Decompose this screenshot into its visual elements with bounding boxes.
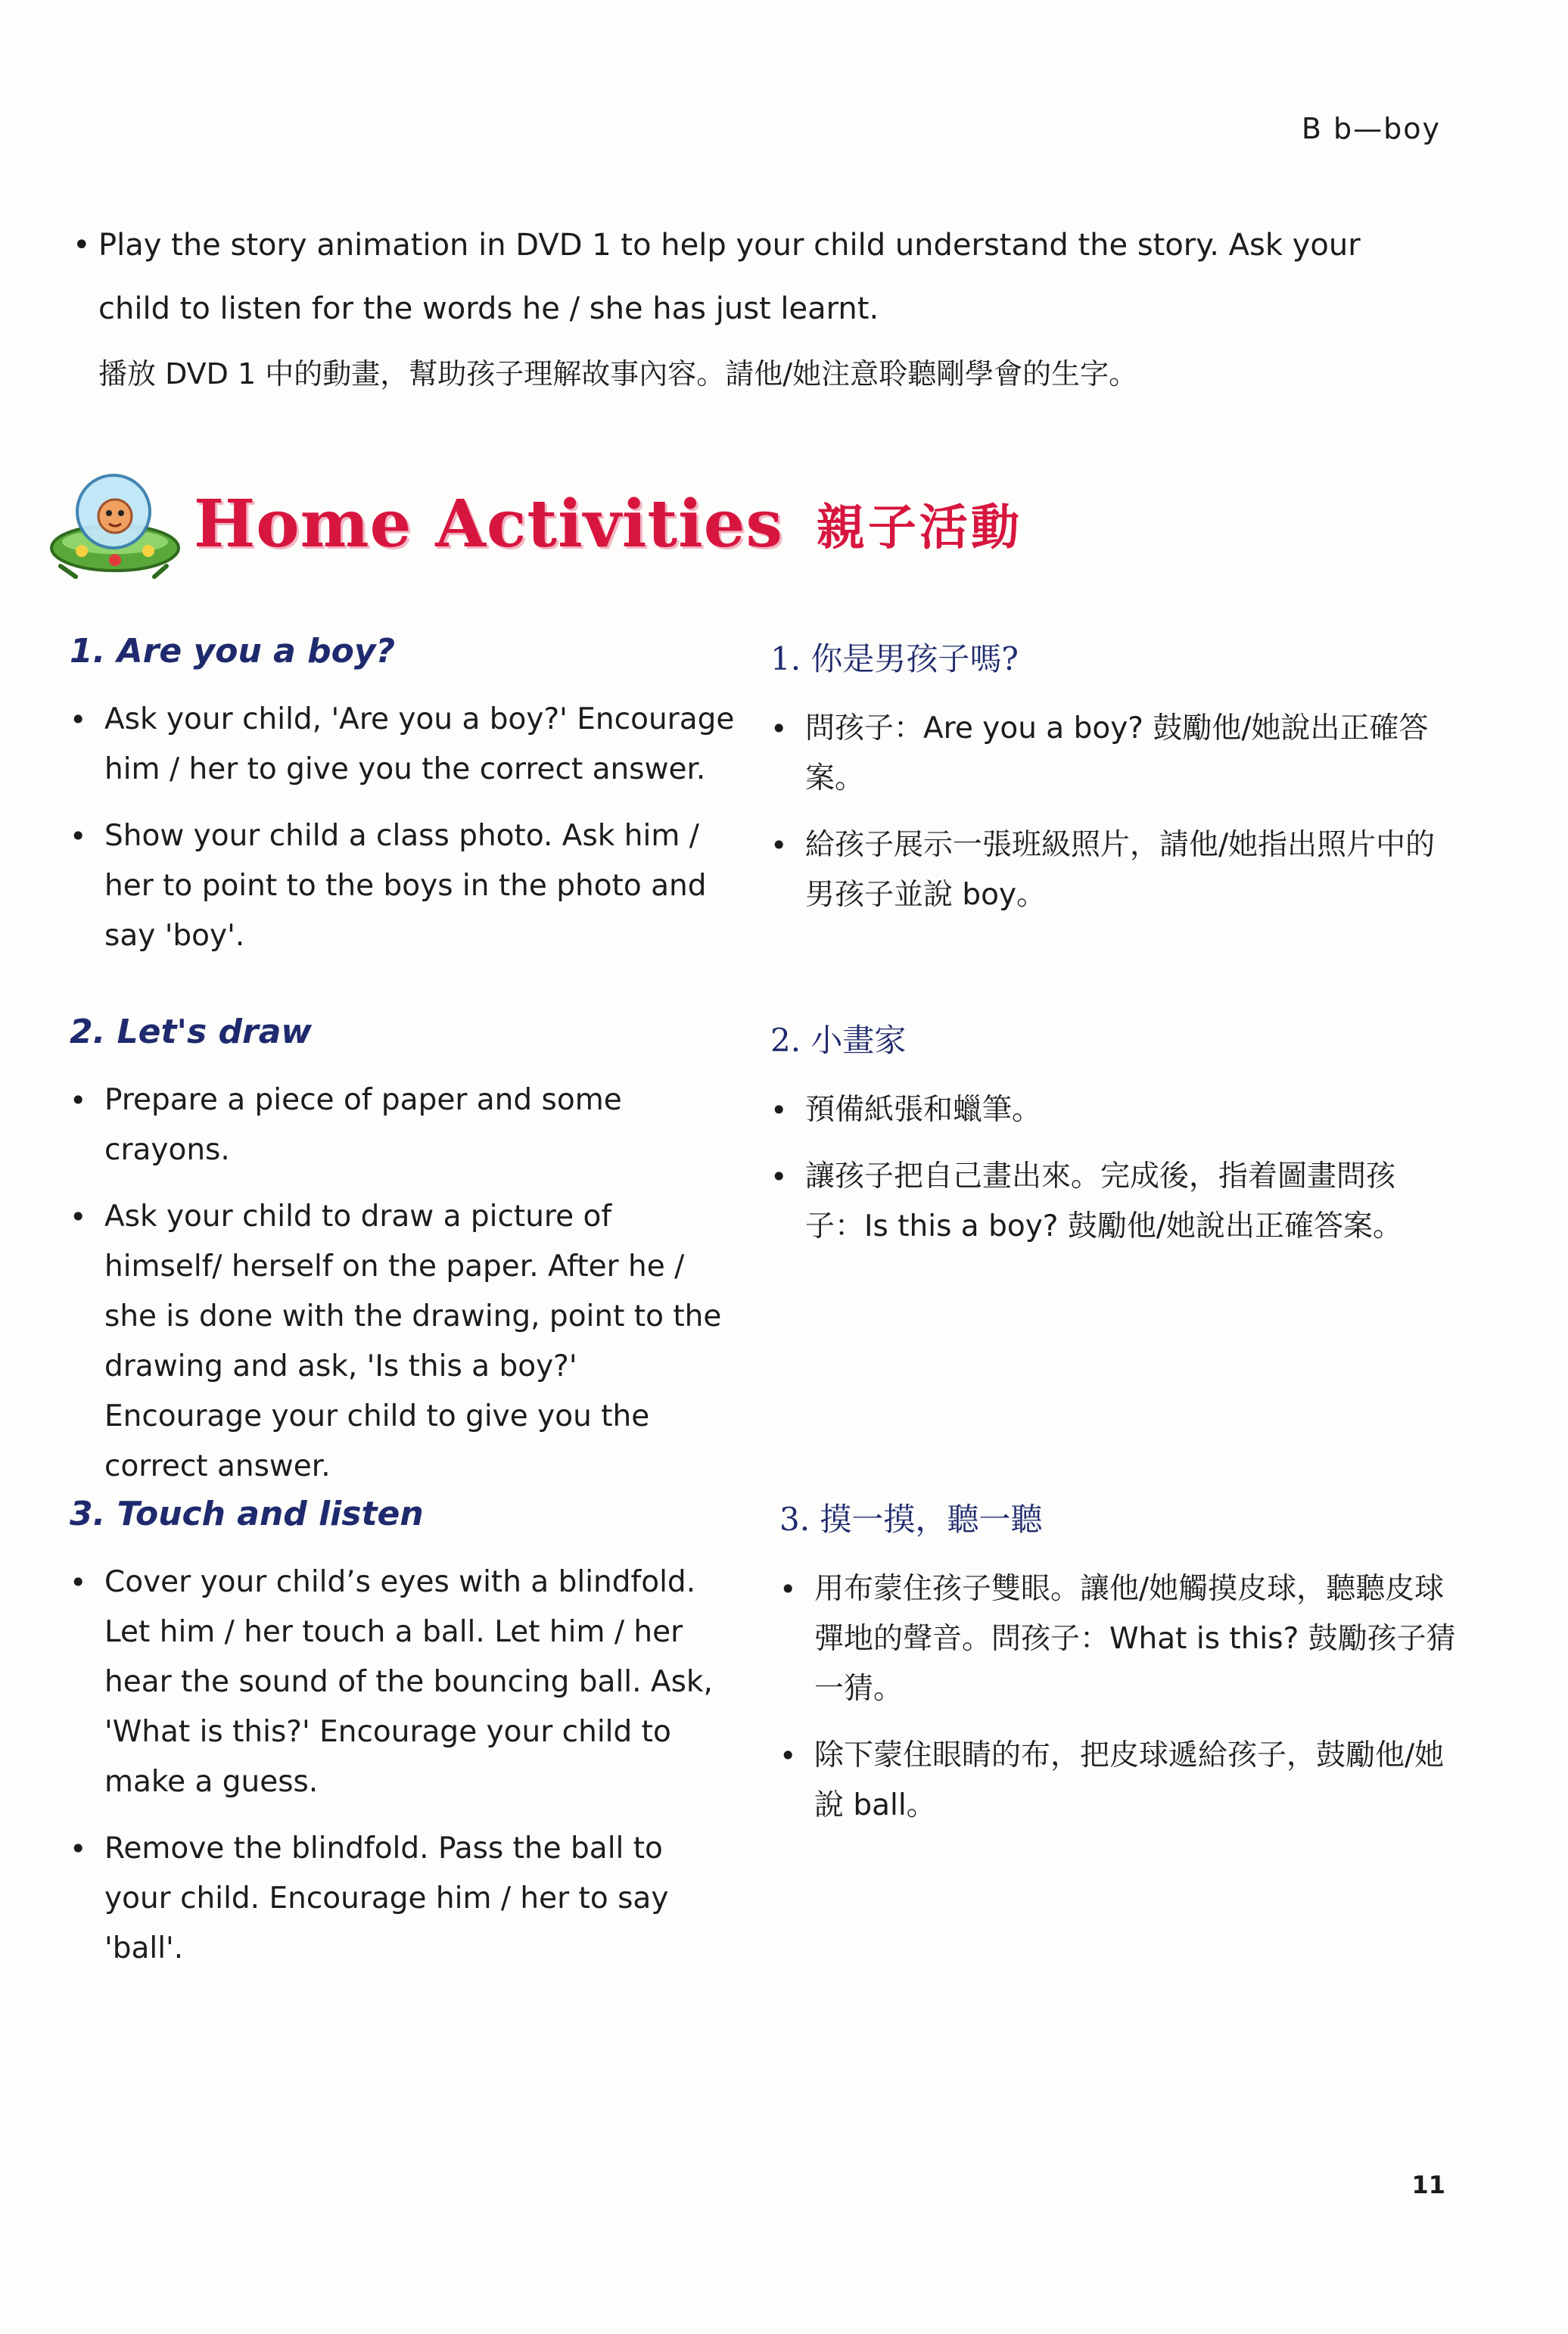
section-2-en <box>70 1013 736 1508</box>
list-item: • Ask your child, 'Are you a boy?' Encourage him / her to give you the correct answer. <box>70 695 736 795</box>
list-item: • 預備紙張和蠟筆。 <box>770 1085 1451 1135</box>
list-item: • 除下蒙住眼睛的布，把皮球遞給孩子，鼓勵他/她說 ball。 <box>779 1731 1461 1831</box>
intro-text-en: • Play the story animation in DVD 1 to help your child understand the story. Ask your child to listen for the words he / she has just learnt. <box>73 213 1435 341</box>
list-item: • Ask your child to draw a picture of himself/ herself on the paper. After he / she is done with the drawing, point to the drawing and ask, 'Is this a boy?' Encourage your child to give you the correct answer. <box>70 1192 736 1492</box>
section-3-en <box>70 1495 736 1990</box>
section-title-en: 1. Are you a boy? <box>70 632 396 671</box>
intro-text-zh: 播放 DVD 1 中的動畫，幫助孩子理解故事內容。請他/她注意聆聽剛學會的生字。 <box>98 357 1138 391</box>
section-2-zh <box>770 1016 1451 1268</box>
list-item: • 給孩子展示一張班級照片，請他/她指出照片中的男孩子並說 boy。 <box>770 820 1451 920</box>
section-title-zh: 2. 小畫家 <box>770 1022 907 1059</box>
list-item: • 用布蒙住孩子雙眼。讓他/她觸摸皮球，聽聽皮球彈地的聲音。問孩子：What is this? 鼓勵孩子猜一猜。 <box>779 1564 1461 1714</box>
home-activities-title-zh: 親子活動 <box>816 500 1022 556</box>
section-1-en <box>70 632 736 978</box>
list-item: • Remove the blindfold. Pass the ball to your child. Encourage him / her to say 'ball'. <box>70 1824 736 1974</box>
home-activities-title-en: Home Activities <box>194 485 783 562</box>
home-activities-heading <box>45 463 1022 584</box>
section-3-zh <box>779 1495 1461 1847</box>
page-number: 11 <box>1411 2171 1445 2199</box>
intro-block <box>73 213 1435 404</box>
section-title-en: 3. Touch and listen <box>70 1495 424 1533</box>
list-item: • 問孩子：Are you a boy? 鼓勵他/她說出正確答案。 <box>770 704 1451 804</box>
list-item: • Prepare a piece of paper and some crayons. <box>70 1075 736 1175</box>
list-item: • Show your child a class photo. Ask him / her to point to the boys in the photo and say 'boy'. <box>70 811 736 961</box>
list-item: • 讓孩子把自己畫出來。完成後，指着圖畫問孩子：Is this a boy? 鼓勵他/她說出正確答案。 <box>770 1152 1451 1252</box>
section-title-en: 2. Let's draw <box>70 1013 313 1051</box>
section-title-zh: 1. 你是男孩子嗎? <box>770 640 1019 677</box>
ufo-alien-icon <box>45 463 182 584</box>
section-title-zh: 3. 摸一摸，聽一聽 <box>779 1501 1043 1538</box>
list-item: • Cover your child’s eyes with a blindfold. Let him / her touch a ball. Let him / her hear the sound of the bouncing ball. Ask, 'What is this?' Encourage your child to make a guess. <box>70 1558 736 1807</box>
section-1-zh <box>770 634 1451 937</box>
page-header-tag: B b—boy <box>1301 112 1441 145</box>
